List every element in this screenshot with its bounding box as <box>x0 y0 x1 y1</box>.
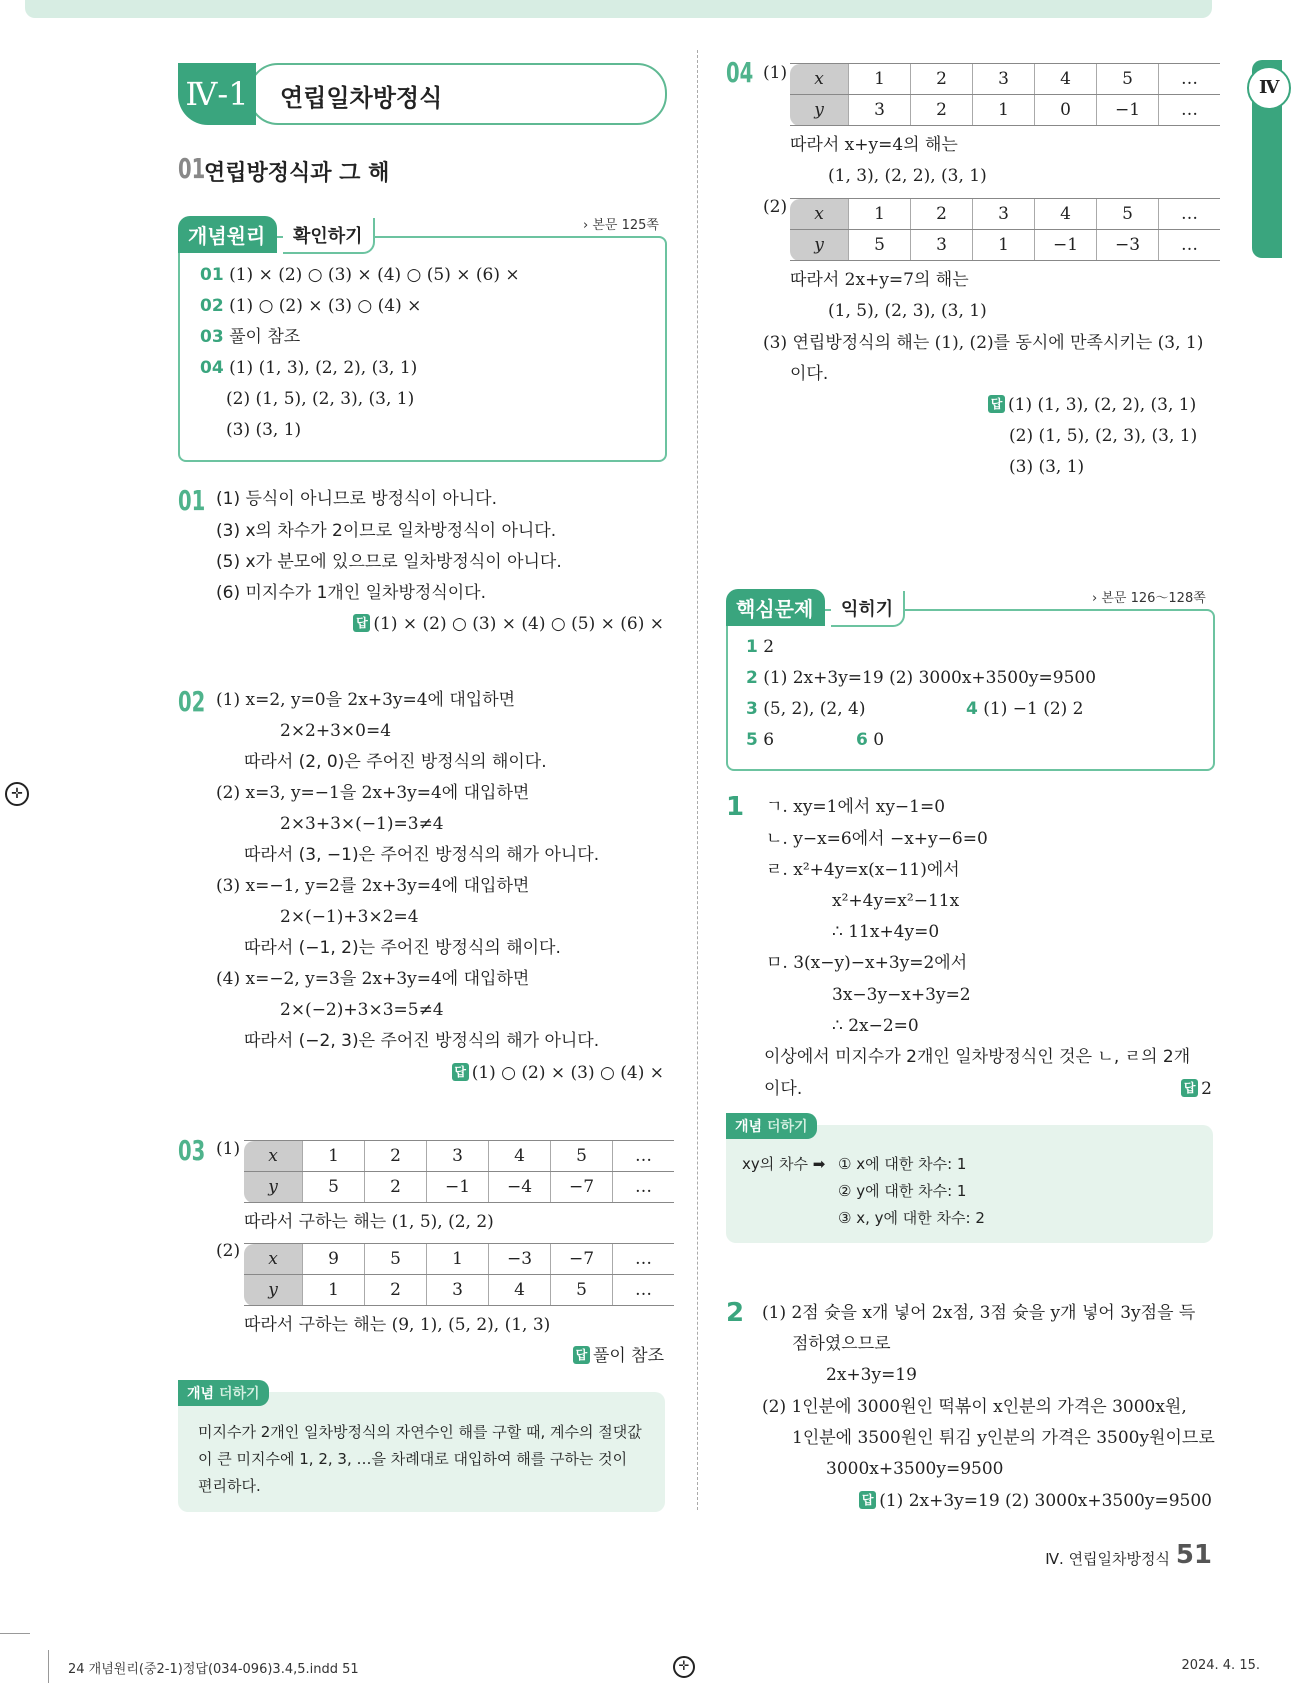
cell: −7 <box>551 1244 613 1275</box>
solution-line: 점하였으므로 <box>792 1334 891 1354</box>
cell: 1 <box>303 1275 365 1306</box>
part-label: (2) <box>763 197 788 217</box>
cell: 3 <box>427 1141 489 1172</box>
cell: y <box>244 1275 303 1306</box>
column-divider <box>697 50 698 1510</box>
item-text: 풀이 참조 <box>229 327 301 347</box>
crop-mark <box>48 1650 49 1683</box>
cell: … <box>1159 230 1221 261</box>
page-number: 51 <box>1175 1540 1212 1570</box>
cell: 3 <box>427 1275 489 1306</box>
item-number: 4 <box>966 699 978 719</box>
solution-line: (1, 3), (2, 2), (3, 1) <box>828 166 987 186</box>
item-number: 03 <box>200 327 224 347</box>
solution-line: 1인분에 3500원인 튀김 y인분의 가격은 3500y원이므로 <box>792 1428 1215 1448</box>
item-text: 6 <box>763 730 775 750</box>
concept-tab-sub: 확인하기 <box>283 218 375 254</box>
solution-line: (4) x=−2, y=3을 2x+3y=4에 대입하면 <box>216 969 530 989</box>
cell: 9 <box>303 1244 365 1275</box>
cell: 2 <box>911 199 973 230</box>
answer-line: (3) (3, 1) <box>1009 457 1085 477</box>
item-number: 3 <box>746 699 758 719</box>
cell: x <box>790 199 849 230</box>
solution-line: 이다. <box>764 1079 803 1099</box>
cell: 3 <box>973 64 1035 95</box>
cell: 1 <box>427 1244 489 1275</box>
cell: 5 <box>849 230 911 261</box>
item-text: (3) (3, 1) <box>226 420 302 440</box>
solution-line: ㄱ. xy=1에서 xy−1=0 <box>766 797 946 817</box>
item-number: 2 <box>746 668 758 688</box>
solution-line: (2) x=3, y=−1을 2x+3y=4에 대입하면 <box>216 783 530 803</box>
answer-icon: 답 <box>452 1063 469 1081</box>
solution-line: (3) x의 차수가 2이므로 일차방정식이 아니다. <box>216 521 557 541</box>
solution-line: 따라서 (−2, 3)은 주어진 방정식의 해가 아니다. <box>244 1031 600 1051</box>
core-tab-main: 핵심문제 <box>726 589 825 626</box>
solution-line: (1) x=2, y=0을 2x+3y=4에 대입하면 <box>216 690 516 710</box>
answer-icon: 답 <box>353 614 370 632</box>
cell: … <box>1159 95 1221 126</box>
solution-line: 2×2+3×0=4 <box>280 721 392 741</box>
concept-tab-main: 개념원리 <box>178 216 277 253</box>
core-tab-sub: 익히기 <box>831 591 905 627</box>
cell: y <box>790 230 849 261</box>
item-number: 01 <box>200 265 224 285</box>
solution-line: ∴ 11x+4y=0 <box>832 922 940 942</box>
item-text: (1) (1, 3), (2, 2), (3, 1) <box>229 358 418 378</box>
value-table <box>790 63 1220 126</box>
solution-line: (3) x=−1, y=2를 2x+3y=4에 대입하면 <box>216 876 530 896</box>
part-label: (1) <box>216 1139 241 1159</box>
solution-line: 따라서 (3, −1)은 주어진 방정식의 해가 아니다. <box>244 845 600 865</box>
item-text: (1) × (2) ○ (3) × (4) ○ (5) × (6) × <box>229 265 520 285</box>
cell: 2 <box>911 95 973 126</box>
cell: 4 <box>1035 199 1097 230</box>
cell: … <box>1159 64 1221 95</box>
solution-number: 1 <box>726 792 745 822</box>
ref-text: 본문 125쪽 <box>592 218 659 233</box>
item-text: 2 <box>763 637 775 657</box>
answer-line <box>452 1062 664 1084</box>
registration-mark-icon: ✛ <box>673 1656 695 1678</box>
solution-line: 2×(−1)+3×2=4 <box>280 907 419 927</box>
ref-text: 본문 126～128쪽 <box>1101 591 1206 606</box>
value-table <box>244 1243 674 1306</box>
cell: 1 <box>973 230 1035 261</box>
item-number: 02 <box>200 296 224 316</box>
cell: 4 <box>489 1141 551 1172</box>
solution-line: (5) x가 분모에 있으므로 일차방정식이 아니다. <box>216 552 562 572</box>
item-text: (2) (1, 5), (2, 3), (3, 1) <box>226 389 415 409</box>
solution-line: ∴ 2x−2=0 <box>832 1016 919 1036</box>
item-number: 1 <box>746 637 758 657</box>
tip-lead: xy의 차수 ➡ <box>742 1155 826 1173</box>
solution-line: (1) 2점 슛을 x개 넣어 2x점, 3점 슛을 y개 넣어 3y점을 득 <box>762 1303 1196 1323</box>
item-text: (1) 2x+3y=19 (2) 3000x+3500y=9500 <box>763 668 1097 688</box>
print-file-name: 24 개념원리(중2-1)정답(034-096)3.4,5.indd 51 <box>68 1662 359 1677</box>
page-footer-chapter: Ⅳ. 연립일차방정식 <box>1045 1550 1170 1568</box>
cell: … <box>613 1141 675 1172</box>
cell: −3 <box>1097 230 1159 261</box>
concept-plus-tag <box>726 1113 817 1139</box>
cell: 1 <box>973 95 1035 126</box>
tip-line: ③ x, y에 대한 차수: 2 <box>838 1209 985 1227</box>
answer-text: (1) 2x+3y=19 (2) 3000x+3500y=9500 <box>879 1491 1212 1511</box>
solution-line: (1, 5), (2, 3), (3, 1) <box>828 301 987 321</box>
item-text: (1) −1 (2) 2 <box>983 699 1084 719</box>
cell: … <box>613 1275 675 1306</box>
solution-line: 따라서 (−1, 2)는 주어진 방정식의 해이다. <box>244 938 561 958</box>
registration-mark-icon: ✛ <box>5 782 29 806</box>
print-date: 2024. 4. 15. <box>1181 1658 1260 1673</box>
crop-mark <box>0 1633 30 1634</box>
solution-line: ㅁ. 3(x−y)−x+3y=2에서 <box>766 953 968 973</box>
answer-line: (2) (1, 5), (2, 3), (3, 1) <box>1009 426 1198 446</box>
solution-line: (6) 미지수가 1개인 일차방정식이다. <box>216 583 486 603</box>
cell: … <box>613 1172 675 1203</box>
answer-text: (1) ○ (2) × (3) ○ (4) × <box>471 1063 664 1083</box>
part-label: (1) <box>763 63 788 83</box>
solution-line: 이다. <box>790 364 829 384</box>
solution-line: 따라서 x+y=4의 해는 <box>790 135 958 155</box>
solution-number: 2 <box>726 1298 745 1328</box>
item-text: (1) ○ (2) × (3) ○ (4) × <box>229 296 422 316</box>
tip-line: 이 큰 미지수에 1, 2, 3, …을 차례대로 대입하여 해를 구하는 것이 <box>198 1450 628 1468</box>
solution-line: 2×3+3×(−1)=3≠4 <box>280 814 444 834</box>
cell: 0 <box>1035 95 1097 126</box>
cell: −4 <box>489 1172 551 1203</box>
solution-number: 01 <box>178 484 206 517</box>
cell: −7 <box>551 1172 613 1203</box>
tag-main: 개념 <box>735 1119 763 1135</box>
tag-sub: 더하기 <box>218 1386 260 1402</box>
cell: 2 <box>911 64 973 95</box>
concept-plus-tag <box>178 1380 269 1406</box>
solution-line: ㄹ. x²+4y=x(x−11)에서 <box>766 860 960 880</box>
cell: y <box>244 1172 303 1203</box>
cell: 4 <box>1035 64 1097 95</box>
concept-page-ref: › 본문 125쪽 <box>583 218 659 233</box>
cell: 5 <box>551 1275 613 1306</box>
section-number: 01 <box>178 152 206 185</box>
part-label: (2) <box>216 1241 241 1261</box>
cell: … <box>613 1244 675 1275</box>
solution-line: 3000x+3500y=9500 <box>826 1459 1004 1479</box>
core-page-ref: › 본문 126～128쪽 <box>1092 591 1206 606</box>
value-table <box>790 198 1220 261</box>
cell: 1 <box>849 199 911 230</box>
solution-line: 2×(−2)+3×3=5≠4 <box>280 1000 444 1020</box>
cell: 2 <box>365 1172 427 1203</box>
answer-line <box>1181 1078 1212 1100</box>
solution-line: 따라서 (2, 0)은 주어진 방정식의 해이다. <box>244 752 547 772</box>
solution-line: (3) 연립방정식의 해는 (1), (2)를 동시에 만족시키는 (3, 1) <box>763 333 1204 353</box>
cell: −3 <box>489 1244 551 1275</box>
answer-icon: 답 <box>573 1346 590 1364</box>
cell: 5 <box>1097 64 1159 95</box>
cell: 3 <box>973 199 1035 230</box>
solution-line: 따라서 2x+y=7의 해는 <box>790 270 969 290</box>
solution-line: 3x−3y−x+3y=2 <box>832 985 971 1005</box>
solution-line: 따라서 구하는 해는 (9, 1), (5, 2), (1, 3) <box>244 1315 551 1335</box>
solution-line: ㄴ. y−x=6에서 −x+y−6=0 <box>766 829 988 849</box>
cell: … <box>1159 199 1221 230</box>
cell: 5 <box>1097 199 1159 230</box>
solution-line: (1) 등식이 아니므로 방정식이 아니다. <box>216 489 498 509</box>
side-tab-circle: Ⅳ <box>1247 66 1291 110</box>
cell: 4 <box>489 1275 551 1306</box>
solution-number: 03 <box>178 1134 206 1167</box>
solution-line: x²+4y=x²−11x <box>832 891 960 911</box>
tip-line: 편리하다. <box>198 1477 261 1495</box>
answer-line <box>353 613 664 635</box>
tip-line: 미지수가 2개인 일차방정식의 자연수인 해를 구할 때, 계수의 절댓값 <box>198 1423 642 1441</box>
cell: y <box>790 95 849 126</box>
solution-line: 2x+3y=19 <box>826 1365 917 1385</box>
cell: 1 <box>849 64 911 95</box>
value-table <box>244 1140 674 1203</box>
cell: 1 <box>303 1141 365 1172</box>
cell: x <box>244 1141 303 1172</box>
cell: 5 <box>551 1141 613 1172</box>
section-title: 연립방정식과 그 해 <box>204 161 390 186</box>
chapter-title: 연립일차방정식 <box>280 84 443 112</box>
item-number: 5 <box>746 730 758 750</box>
cell: 5 <box>365 1244 427 1275</box>
solution-number: 04 <box>726 56 754 89</box>
solution-line: (2) 1인분에 3000원인 떡볶이 x인분의 가격은 3000x원, <box>762 1397 1187 1417</box>
top-band <box>25 0 1212 18</box>
item-text: (5, 2), (2, 4) <box>763 699 866 719</box>
answer-text: (1) × (2) ○ (3) × (4) ○ (5) × (6) × <box>373 614 664 634</box>
cell: −1 <box>427 1172 489 1203</box>
cell: −1 <box>1035 230 1097 261</box>
cell: 3 <box>849 95 911 126</box>
answer-text: 풀이 참조 <box>592 1346 664 1366</box>
answer-line <box>573 1345 664 1367</box>
tag-main: 개념 <box>187 1386 215 1402</box>
cell: x <box>244 1244 303 1275</box>
answer-icon: 답 <box>1181 1079 1198 1097</box>
answer-text: 2 <box>1201 1079 1212 1099</box>
answer-line <box>988 394 1196 416</box>
item-number: 04 <box>200 358 224 378</box>
item-text: 0 <box>873 730 885 750</box>
chapter-badge: Ⅳ-1 <box>178 63 256 125</box>
tip-line: ① x에 대한 차수: 1 <box>838 1155 967 1173</box>
cell: 5 <box>303 1172 365 1203</box>
solution-number: 02 <box>178 685 206 718</box>
core-problems-box <box>726 609 1215 771</box>
answer-line <box>859 1490 1212 1512</box>
solution-line: 따라서 구하는 해는 (1, 5), (2, 2) <box>244 1212 494 1232</box>
tag-sub: 더하기 <box>766 1119 808 1135</box>
solution-line: 이상에서 미지수가 2개인 일차방정식인 것은 ㄴ, ㄹ의 2개 <box>764 1047 1191 1067</box>
answer-text: (1) (1, 3), (2, 2), (3, 1) <box>1008 395 1197 415</box>
cell: −1 <box>1097 95 1159 126</box>
cell: 2 <box>365 1275 427 1306</box>
cell: 2 <box>365 1141 427 1172</box>
tip-line: ② y에 대한 차수: 1 <box>838 1182 967 1200</box>
answer-icon: 답 <box>988 395 1005 413</box>
answer-icon: 답 <box>859 1491 876 1509</box>
cell: x <box>790 64 849 95</box>
cell: 3 <box>911 230 973 261</box>
item-number: 6 <box>856 730 868 750</box>
